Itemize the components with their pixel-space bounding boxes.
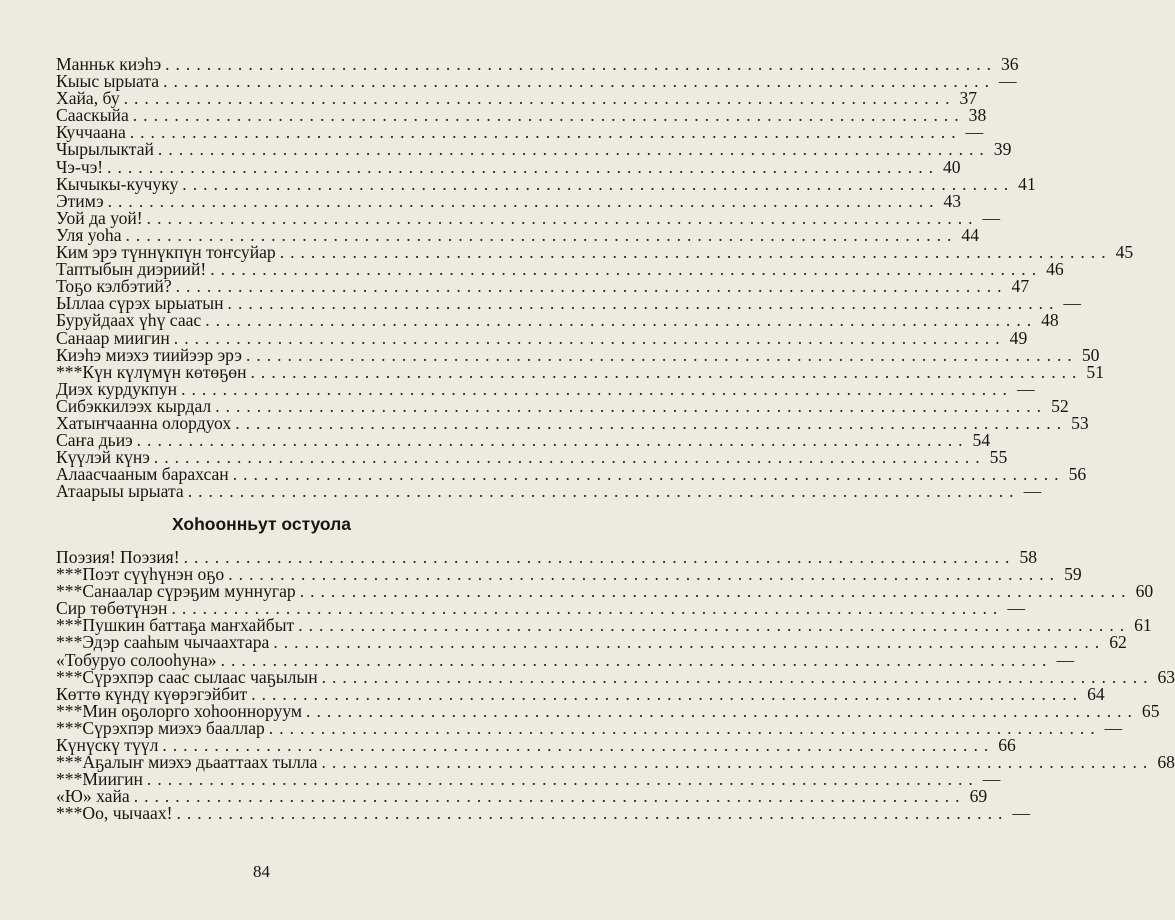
dot-leader: ................................................................................ xyxy=(146,769,979,790)
toc-entry-page: 63 xyxy=(1157,666,1175,687)
toc-entry-title: Уля уоһа xyxy=(56,224,122,245)
toc-entry-page: 45 xyxy=(1115,242,1134,263)
dot-leader: ................................................................................ xyxy=(235,412,1068,433)
dot-leader: ................................................................................ xyxy=(107,156,939,177)
toc-entry-page: 61 xyxy=(1134,615,1152,636)
dot-leader: ................................................................................ xyxy=(173,327,1006,348)
dot-leader: ................................................................................ xyxy=(227,293,1060,314)
toc-entry-page: 50 xyxy=(1081,344,1100,365)
toc-entry-page: 47 xyxy=(1011,276,1030,297)
dot-leader: ................................................................................ xyxy=(232,464,1065,485)
dot-leader: ................................................................................ xyxy=(107,190,940,211)
toc-entry-title: Күнүскү түүл xyxy=(56,735,159,756)
toc-entry-page: 52 xyxy=(1051,395,1069,416)
toc-entry-page: 68 xyxy=(1157,752,1175,773)
toc-entry-title: ***Оо, чычаах! xyxy=(56,803,173,824)
toc-entry-title: Күүлэй күнэ xyxy=(56,447,150,468)
dot-leader: ................................................................................ xyxy=(251,683,1084,704)
toc-entry-page: 48 xyxy=(1041,310,1059,331)
toc-entry-page: 60 xyxy=(1135,581,1154,602)
dot-leader: ................................................................................ xyxy=(321,666,1154,687)
toc-entry-page: — xyxy=(982,769,1001,790)
dot-leader: ................................................................................ xyxy=(133,786,966,807)
dot-leader: ................................................................................ xyxy=(182,173,1015,194)
dot-leader: ................................................................................ xyxy=(321,752,1154,773)
dot-leader: ................................................................................ xyxy=(268,717,1101,738)
toc-entry-title: ***Күн күлүмүн көтөҕөн xyxy=(56,361,247,382)
toc-section-1 xyxy=(56,54,1134,502)
toc-entry-title: Сир төбөтүнэн xyxy=(56,598,168,619)
toc-entry-title: Чырылыктай xyxy=(56,139,154,160)
toc-entry-page: 62 xyxy=(1109,632,1127,653)
toc-entry-title: Көттө күндү күөрэгэйбит xyxy=(56,683,248,704)
toc-entry-page: — xyxy=(1056,649,1075,670)
toc-entry-title: Кычыкы-кучуку xyxy=(56,173,179,194)
toc-entry-title: Поэзия! Поэзия! xyxy=(56,547,180,567)
toc-entry-page: 59 xyxy=(1064,564,1082,585)
toc-entry-page: 55 xyxy=(989,447,1008,468)
toc-entry-page: 53 xyxy=(1071,412,1089,433)
dot-leader: ................................................................................ xyxy=(215,395,1048,416)
toc-entry-title: Хатыҥчаанна олордуох xyxy=(56,412,232,433)
dot-leader: ................................................................................ xyxy=(205,310,1038,331)
toc-entry-page: 66 xyxy=(998,735,1016,756)
toc-entry xyxy=(56,310,1059,331)
dot-leader: ................................................................................ xyxy=(273,632,1106,653)
toc-entry-page: 43 xyxy=(943,190,962,211)
toc-entry-title: ***Пушкин баттаҕа маҥхайбыт xyxy=(56,615,295,636)
toc-entry-page: 37 xyxy=(959,88,978,109)
toc-entry-title: Хайа, бу xyxy=(56,88,120,109)
dot-leader: ................................................................................ xyxy=(187,481,1020,502)
toc-entry xyxy=(56,481,1042,502)
toc-entry-title: ***Эдэр сааһым чычаахтара xyxy=(56,632,270,653)
toc-entry-title: Кыыс ырыата xyxy=(56,71,160,92)
toc-entry-title: Диэх курдукпун xyxy=(56,378,178,399)
toc-entry-page: 65 xyxy=(1141,700,1160,721)
toc-entry-page: — xyxy=(1023,481,1042,502)
toc-entry-page: 40 xyxy=(942,156,961,177)
dot-leader: ................................................................................ xyxy=(165,54,997,74)
toc-entry-page: 69 xyxy=(969,786,988,807)
toc-entry-title: Манньк киэһэ xyxy=(56,54,162,74)
toc-entry-page: — xyxy=(1007,598,1025,619)
toc-entry-page: 41 xyxy=(1018,173,1036,194)
dot-leader: ................................................................................ xyxy=(162,735,995,756)
toc-entry-page: 39 xyxy=(993,139,1012,160)
toc-entry-page: 44 xyxy=(961,224,979,245)
toc-entry-page: 49 xyxy=(1009,327,1028,348)
dot-leader: ................................................................................ xyxy=(279,242,1112,263)
dot-leader: ................................................................................ xyxy=(176,803,1009,824)
toc-entry-page: 58 xyxy=(1019,547,1038,567)
toc-entry-page: — xyxy=(1012,803,1030,824)
dot-leader: ................................................................................ xyxy=(132,105,965,126)
toc-entry-page: — xyxy=(998,71,1017,92)
toc-entry xyxy=(56,632,1127,653)
dot-leader: ................................................................................ xyxy=(306,700,1138,721)
toc-entry-page: — xyxy=(1104,717,1123,738)
toc-entry-title: Куччаана xyxy=(56,122,126,143)
dot-leader: ................................................................................ xyxy=(228,564,1061,585)
dot-leader: ................................................................................ xyxy=(153,447,986,468)
toc-entry-title: Этимэ xyxy=(56,190,104,211)
dot-leader: ................................................................................ xyxy=(146,207,979,228)
dot-leader: ................................................................................ xyxy=(298,615,1131,636)
toc-entry-title: Алаасчааным барахсан xyxy=(56,464,229,485)
toc-entry-title: «Ю» хайа xyxy=(56,786,130,807)
toc-entry-title: ***Миигин xyxy=(56,769,143,790)
toc-entry-title: Тоҕо кэлбэтий? xyxy=(56,276,172,297)
toc-entry-page: — xyxy=(965,122,984,143)
dot-leader: ................................................................................ xyxy=(136,430,969,451)
toc-entry-title: ***Сүрэхпэр миэхэ бааллар xyxy=(56,717,265,738)
dot-leader: ................................................................................ xyxy=(175,276,1008,297)
dot-leader: ................................................................................ xyxy=(129,122,962,143)
dot-leader: ................................................................................ xyxy=(250,361,1083,382)
toc-entry-title: Саҥа дьиэ xyxy=(56,430,133,451)
dot-leader: ................................................................................ xyxy=(123,88,956,109)
toc-entry-page: — xyxy=(1063,293,1082,314)
dot-leader: ................................................................................ xyxy=(299,581,1132,602)
toc-entry-title: Чэ-чэ! xyxy=(56,156,104,177)
toc-entry-title: Санаар миигин xyxy=(56,327,170,348)
section-heading: Хоһоонньут остуола xyxy=(171,514,352,534)
toc-entry-page: 54 xyxy=(972,430,991,451)
toc-entry-page: 51 xyxy=(1086,361,1104,382)
dot-leader: ................................................................................ xyxy=(163,71,995,92)
toc-entry-title: Буруйдаах үһү саас xyxy=(56,310,202,331)
toc-entry xyxy=(56,139,1012,160)
toc-entry-title: Сибэккилээх кырдал xyxy=(56,395,212,416)
toc-entry-title: ***Аҕалыҥ миэхэ дьааттаах тылла xyxy=(56,752,318,773)
toc-entry-title: ***Сүрэхпэр саас сылаас чаҕылын xyxy=(56,666,318,687)
dot-leader: ................................................................................ xyxy=(125,224,958,245)
toc-entry-title: Киэһэ миэхэ тиийээр эрэ xyxy=(56,344,242,365)
toc-entry-page: 56 xyxy=(1068,464,1087,485)
dot-leader: ................................................................................ xyxy=(183,547,1016,567)
toc-entry-title: «Тобуруо солооһуна» xyxy=(56,649,217,670)
toc-entry-title: ***Мин оҕолорго хоһоонноруум xyxy=(56,700,303,721)
toc-entry-page: 36 xyxy=(1001,54,1019,74)
dot-leader: ................................................................................ xyxy=(181,378,1013,399)
toc-entry-title: ***Санаалар сүрэҕим муннугар xyxy=(56,581,296,602)
toc-entry-title: Таптыбын диэриий! xyxy=(56,259,207,280)
toc-entry-title: Ким эрэ түннүкпүн тоҥсуйар xyxy=(56,242,276,263)
toc-entry-page: 64 xyxy=(1087,683,1105,704)
dot-leader: ................................................................................ xyxy=(220,649,1053,670)
toc-entry-title: Ыллаа сүрэх ырыатын xyxy=(56,293,224,314)
toc-entry-page: 46 xyxy=(1046,259,1064,280)
dot-leader: ................................................................................ xyxy=(210,259,1043,280)
toc-section-2 xyxy=(56,547,1175,824)
dot-leader: ................................................................................ xyxy=(171,598,1004,619)
dot-leader: ................................................................................ xyxy=(157,139,990,160)
toc-entry-page: — xyxy=(1016,378,1035,399)
toc-entry-title: Сааскыйа xyxy=(56,105,129,126)
toc-entry-title: Атаарыы ырыата xyxy=(56,481,184,502)
toc-entry-page: 38 xyxy=(968,105,987,126)
toc-entry-title: Уой да уой! xyxy=(56,207,143,228)
toc-entry-title: ***Поэт сүүһүнэн оҕо xyxy=(56,564,225,585)
toc-entry xyxy=(56,803,1030,824)
dot-leader: ................................................................................ xyxy=(245,344,1078,365)
page-number: 84 xyxy=(253,862,270,881)
toc-entry-page: — xyxy=(982,207,1001,228)
